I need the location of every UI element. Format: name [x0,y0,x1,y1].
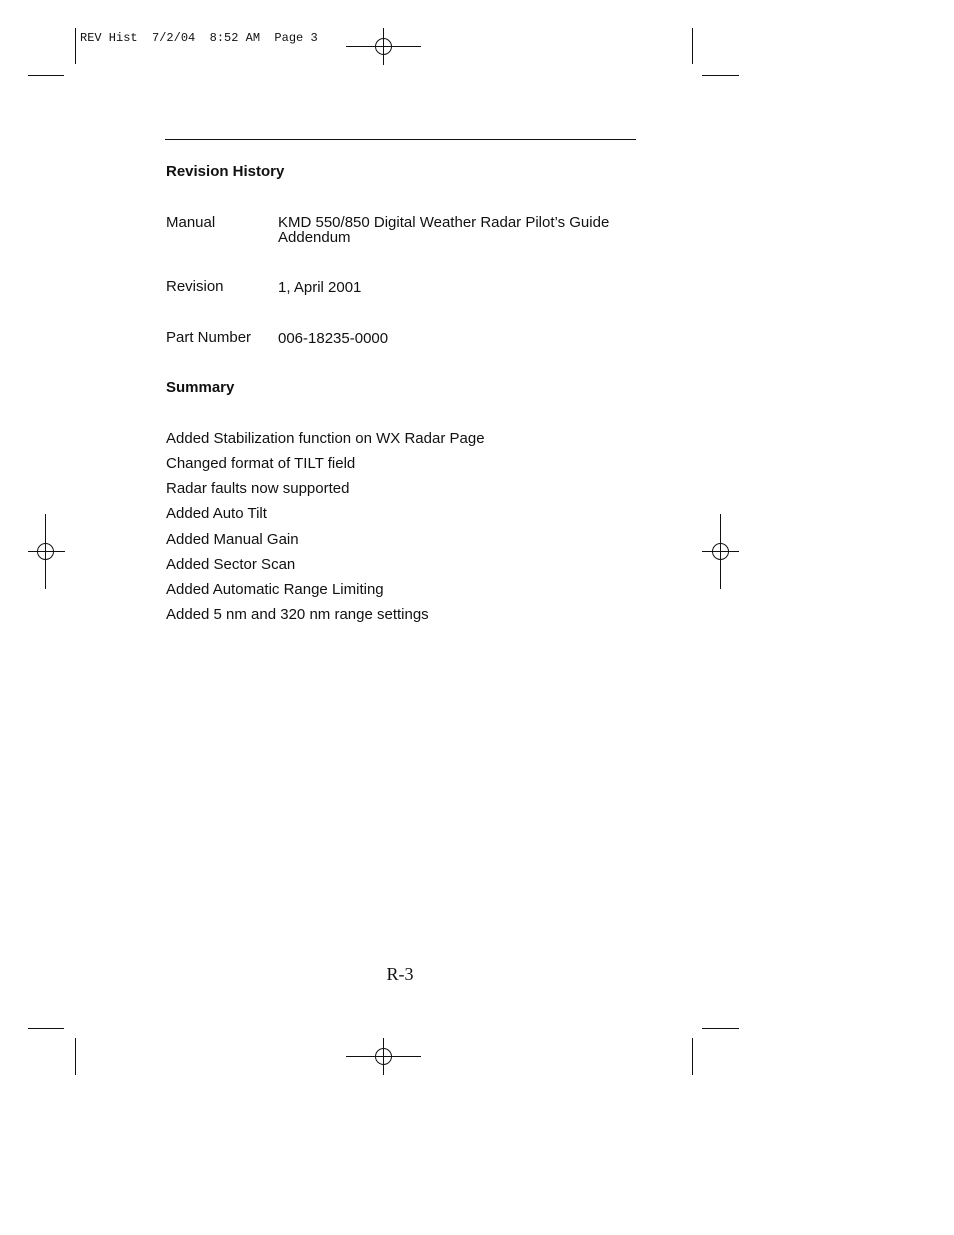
summary-item: Added Auto Tilt [166,505,267,522]
crop-mark [28,1028,64,1029]
crop-mark [702,75,739,76]
summary-item: Radar faults now supported [166,480,350,497]
header-rule [165,139,636,140]
field-label-part-number: Part Number [166,329,252,346]
field-value-part-number: 006-18235-0000 [278,330,389,347]
crop-mark [75,1038,76,1075]
field-label-revision: Revision [166,278,224,295]
field-value-revision: 1, April 2001 [278,279,362,296]
summary-item: Added Automatic Range Limiting [166,581,384,598]
registration-circle [375,1048,392,1065]
summary-item: Added Manual Gain [166,531,299,548]
crop-mark [28,75,64,76]
page-number: R-3 [386,964,414,984]
summary-item: Added Stabilization function on WX Radar Page [166,430,485,447]
field-value-manual: KMD 550/850 Digital Weather Radar Pilot’s Guide Addendum [278,214,610,246]
crop-mark [692,28,693,64]
registration-circle [37,543,54,560]
summary-title: Summary [166,379,235,396]
summary-item: Added Sector Scan [166,556,296,573]
summary-item: Added 5 nm and 320 nm range settings [166,606,429,623]
crop-mark [75,28,76,64]
printer-slug: REV Hist 7/2/04 8:52 AM Page 3 [80,31,318,45]
crop-mark [692,1038,693,1075]
summary-item: Changed format of TILT field [166,455,356,472]
field-label-manual: Manual [166,214,216,231]
section-title: Revision History [166,163,285,180]
crop-mark [702,1028,739,1029]
registration-circle [375,38,392,55]
registration-circle [712,543,729,560]
